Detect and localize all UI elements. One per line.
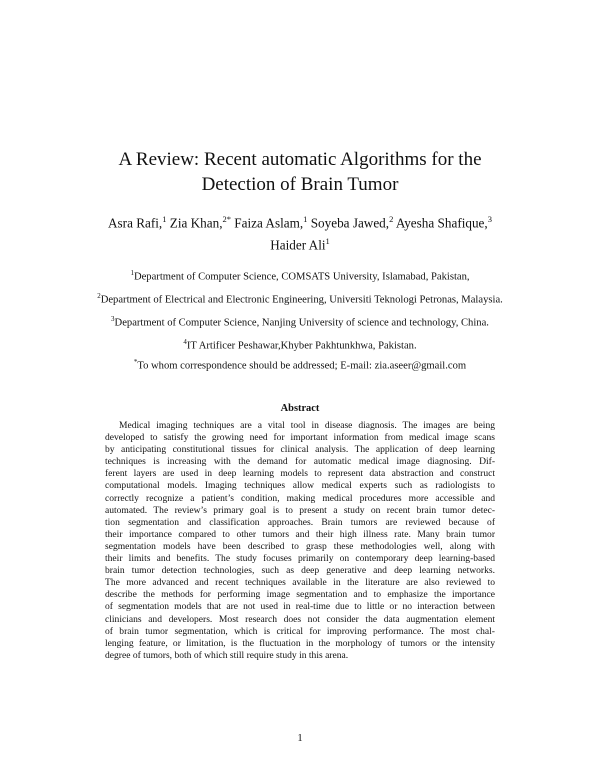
title-line-1: A Review: Recent automatic Algorithms for the bbox=[118, 149, 482, 170]
affiliation-text: Department of Computer Science, Nanjing University of science and technology, China. bbox=[114, 317, 489, 329]
abstract-line: segmentation models have been described to grasp these methodologies well, along with bbox=[105, 540, 495, 552]
abstract-line: by anticipating constitutional tissues for clinical analysis. The application of deep learning bbox=[105, 444, 495, 456]
affiliation-mark: 1 bbox=[130, 269, 134, 277]
author-affiliation-mark: 1 bbox=[325, 236, 330, 247]
abstract-line: tion segmentation and classification approaches. Brain tumors are reviewed because of bbox=[105, 516, 495, 528]
abstract-line: The more advanced and recent techniques available in the literature are also reviewed to bbox=[105, 577, 495, 589]
abstract-line: degree of tumors, both of which still require study in this arena. bbox=[105, 649, 349, 661]
author-affiliation-mark: 2 bbox=[389, 214, 394, 224]
abstract-line: brain tumor detection technologies, such as deep generative and deep learning networks. bbox=[105, 565, 495, 577]
affiliation-item bbox=[0, 287, 600, 310]
abstract-line: lenging feature, or limitation, is the fluctuation in the morphology of tumors or the intensity bbox=[105, 637, 495, 649]
abstract-line: developed to satisfy the growing need for important information from medical image scans bbox=[105, 432, 495, 444]
author-name: Zia Khan, bbox=[166, 215, 223, 231]
affiliation-mark: 3 bbox=[111, 315, 115, 324]
affiliation-text: Department of Computer Science, COMSATS University, Islamabad, Pakistan, bbox=[133, 271, 470, 283]
author-name: Haider Ali bbox=[270, 237, 326, 253]
paper-title bbox=[0, 147, 600, 197]
correspondence-text: To whom correspondence should be addressed; E-mail: zia.aseer@gmail.com bbox=[137, 360, 467, 372]
abstract-line: their limits and benefits. The study focuses primarily on contemporary deep learning-based bbox=[105, 553, 495, 565]
abstract-line: correctly recognize a patient’s condition, making medical procedures more accessible and bbox=[105, 492, 495, 504]
author-name: Soyeba Jawed, bbox=[307, 215, 390, 231]
affiliation-mark: 2 bbox=[97, 292, 101, 301]
author-affiliation-mark: 1 bbox=[162, 214, 167, 224]
affiliation-item bbox=[0, 310, 600, 333]
correspondence-mark: * bbox=[133, 358, 138, 366]
author-affiliation-mark: 3 bbox=[487, 214, 492, 224]
correspondence-note bbox=[0, 355, 600, 374]
abstract-line: of segmentation models that are not used in real-time due to little or no interaction between bbox=[105, 601, 495, 613]
abstract-line: their importance compared to other tumors and their high illness rate. Many brain tumor bbox=[105, 528, 495, 540]
author-name: Asra Rafi, bbox=[108, 215, 163, 231]
abstract-line: computational models. Imaging techniques allow medical experts such as radiologists to bbox=[105, 480, 495, 492]
abstract-body bbox=[105, 420, 495, 662]
author-name: Ayesha Shafique, bbox=[393, 215, 488, 231]
affiliation-text: Department of Electrical and Electronic Engineering, Universiti Teknologi Petronas, Malaysia. bbox=[100, 294, 503, 306]
affiliation-mark: 4 bbox=[183, 338, 187, 347]
abstract-line: of brain tumor segmentation, which is critical for improving performance. The most chal- bbox=[105, 625, 495, 637]
author-affiliation-mark: 2* bbox=[222, 214, 231, 224]
author-list bbox=[0, 210, 600, 255]
page-number: 1 bbox=[297, 733, 303, 744]
affiliation-list bbox=[0, 264, 600, 356]
author-line-2 bbox=[0, 232, 600, 254]
abstract-line: clinicians and developers. Most research does not consider the data augmentation element bbox=[105, 613, 495, 625]
affiliation-item bbox=[0, 264, 600, 287]
title-line-2: Detection of Brain Tumor bbox=[201, 174, 399, 195]
abstract-heading: Abstract bbox=[280, 403, 320, 414]
author-name: Faiza Aslam, bbox=[231, 215, 304, 231]
abstract-line: techniques is increasing with the demand for automatic medical image diagnosing. Dif- bbox=[105, 456, 495, 468]
abstract-line: describe the methods for performing image segmentation and to emphasize the importance bbox=[105, 589, 495, 601]
affiliation-text: IT Artificer Peshawar,Khyber Pakhtunkhwa, Pakistan. bbox=[186, 340, 417, 352]
abstract-line: automated. The review’s primary goal is to present a study on recent brain tumor detec- bbox=[105, 504, 495, 516]
author-line-1 bbox=[0, 210, 600, 232]
author-affiliation-mark: 1 bbox=[303, 214, 308, 224]
abstract-line: Medical imaging techniques are a vital tool in disease diagnosis. The images are being bbox=[119, 420, 495, 431]
abstract-line: ferent layers are used in deep learning models to represent data abstraction and construct bbox=[105, 468, 495, 480]
affiliation-item bbox=[0, 333, 600, 356]
